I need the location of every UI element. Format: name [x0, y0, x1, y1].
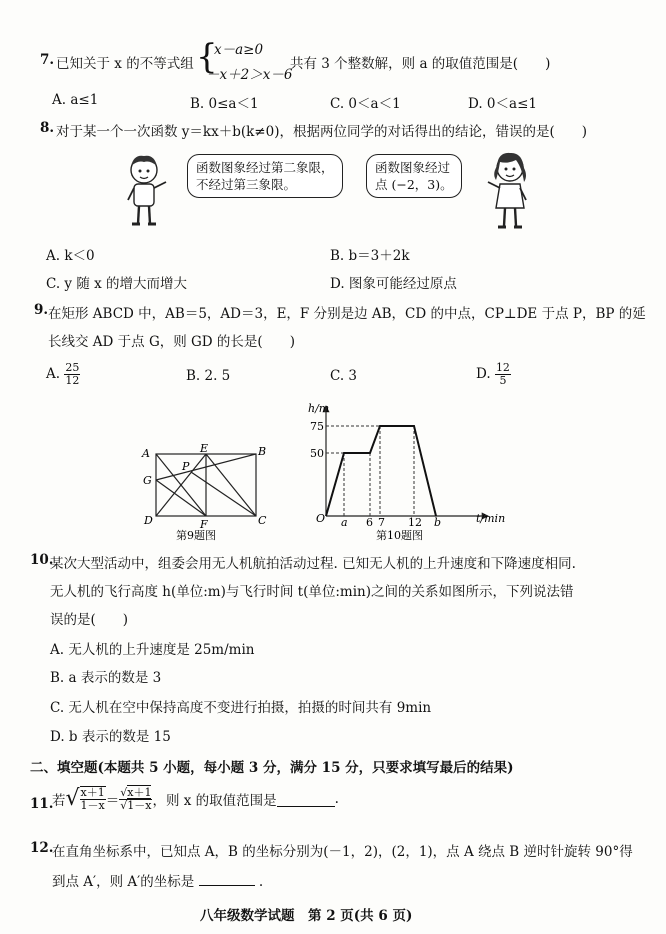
q11-lhs-numerator: x＋1 — [80, 786, 105, 799]
q11-rhs-numerator: √x＋1 — [120, 785, 152, 799]
bubble-right — [366, 154, 462, 198]
y-tick-50: 50 — [310, 447, 324, 460]
q9-option-c: C. 3 — [330, 368, 358, 384]
q11-rhs-fraction — [119, 787, 152, 812]
q9-option-a-denominator: 12 — [65, 374, 80, 387]
y-axis-label: h/m — [308, 402, 330, 415]
q9-number: 9. — [34, 302, 49, 318]
label-p: P — [182, 460, 190, 473]
q9-option-d-fraction — [495, 362, 511, 387]
boy-illustration — [120, 152, 180, 232]
q9-option-a-fraction — [64, 362, 80, 387]
q11-content — [52, 786, 339, 812]
q10-option-a: A. 无人机的上升速度是 25m/min — [50, 642, 255, 658]
q7-stem-a: 已知关于 x 的不等式组 — [56, 56, 194, 72]
q11-end: . — [334, 791, 339, 807]
q10-option-d: D. b 表示的数是 15 — [50, 729, 171, 745]
x-tick-a: a — [341, 516, 348, 529]
q9-option-a-label: A. — [46, 366, 61, 382]
q11-rhs-denominator: √1－x — [120, 798, 152, 812]
x-tick-b: b — [434, 516, 442, 529]
q9-option-d-numerator: 12 — [495, 361, 510, 374]
figure-9 — [138, 440, 268, 542]
q8-stem: 对于某一个一次函数 y＝kx＋b(k≠0)，根据两位同学的对话得出的结论，错误的是( ) — [56, 124, 588, 140]
x-tick-12: 12 — [408, 516, 422, 529]
q12-number: 12. — [30, 840, 54, 856]
figure-9-caption: 第9题图 — [176, 529, 216, 542]
q11-equals: ＝ — [105, 793, 120, 809]
q7-ineq1: x－a≥0 — [214, 42, 264, 58]
q8-option-c: C. y 随 x 的增大而增大 — [46, 276, 188, 292]
segment-ec — [206, 454, 256, 516]
x-tick-7: 7 — [378, 516, 385, 529]
q9-option-d-label: D. — [476, 366, 491, 382]
label-c: C — [258, 514, 267, 527]
q8-number: 8. — [40, 120, 55, 136]
q9-option-b: B. 2. 5 — [186, 368, 231, 384]
q12-line2 — [52, 870, 263, 890]
q9-option-d-denominator: 5 — [499, 374, 507, 387]
label-d: D — [144, 514, 153, 527]
q7-option-b: B. 0≤a＜1 — [190, 96, 259, 112]
q7-ineq2: －x＋2＞x－6 — [206, 67, 293, 83]
q12-line2-end: . — [258, 874, 264, 890]
x-tick-6: 6 — [366, 516, 373, 529]
q11-pre: 若 — [52, 793, 66, 809]
label-b: B — [258, 445, 267, 458]
q10-option-b: B. a 表示的数是 3 — [50, 670, 162, 686]
q7-number: 7. — [40, 52, 55, 68]
figure-10 — [302, 400, 512, 542]
section-2-heading: 二、填空题(本题共 5 小题，每小题 3 分，满分 15 分，只要求填写最后的结果) — [30, 760, 514, 776]
y-tick-75: 75 — [310, 420, 324, 433]
origin-label: O — [316, 512, 326, 525]
q10-line3: 误的是( ) — [50, 612, 129, 628]
q7-option-a: A. a≤1 — [52, 92, 99, 108]
q10-line2: 无人机的飞行高度 h(单位:m)与飞行时间 t(单位:min)之间的关系如图所示，下列说法错 — [50, 584, 574, 600]
q11-lhs-denominator: 1－x — [80, 799, 105, 812]
q9-option-a-numerator: 25 — [65, 361, 80, 374]
bubble-right-line1: 函数图象经过 — [375, 160, 451, 175]
q7-option-c: C. 0＜a＜1 — [330, 96, 401, 112]
q12-line2-pre: 到点 A′，则 A′的坐标是 — [52, 874, 195, 890]
radical-icon: √ — [65, 786, 80, 811]
q10-option-c: C. 无人机在空中保持高度不变进行拍摄，拍摄的时间共有 9min — [50, 700, 432, 716]
q9-option-d — [476, 362, 511, 387]
q12-answer-blank[interactable] — [199, 871, 255, 886]
q9-line1: 在矩形 ABCD 中，AB＝5，AD＝3，E，F 分别是边 AB，CD 的中点，CP⊥DE 于点 P，BP 的延 — [48, 306, 646, 322]
bubble-left-line2: 不经过第三象限。 — [196, 177, 297, 192]
label-a: A — [142, 447, 150, 460]
q11-post: ，则 x 的取值范围是 — [152, 793, 277, 809]
page-footer: 八年级数学试题 第 2 页(共 6 页) — [200, 908, 413, 924]
flight-height-line — [326, 426, 436, 516]
q7-option-d: D. 0＜a≤1 — [468, 96, 537, 112]
bubble-right-line2: 点 (−2，3)。 — [375, 177, 453, 192]
label-e: E — [200, 442, 209, 455]
q11-answer-blank[interactable] — [277, 792, 335, 807]
q11-number: 11. — [30, 796, 54, 812]
x-axis-label: t/min — [476, 512, 506, 525]
girl-illustration — [478, 148, 540, 234]
bubble-left — [187, 154, 343, 198]
q12-line1: 在直角坐标系中，已知点 A，B 的坐标分别为(－1，2)，(2，1)，点 A 绕点 B 逆时针旋转 90°得 — [52, 844, 633, 860]
q8-option-a: A. k＜0 — [46, 248, 95, 264]
bubble-left-line1: 函数图象经过第二象限， — [196, 160, 334, 175]
q10-line1: 某次大型活动中，组委会用无人机航拍活动过程. 已知无人机的上升速度和下降速度相同. — [50, 556, 576, 572]
figure-10-caption: 第10题图 — [376, 529, 423, 542]
q7-brace: { — [196, 37, 218, 77]
q11-lhs-sqrt — [66, 786, 106, 812]
q7-stem-b: 共有 3 个整数解，则 a 的取值范围是( ) — [290, 56, 551, 72]
label-g: G — [143, 474, 152, 487]
q10-number: 10. — [30, 552, 54, 568]
q8-option-d: D. 图象可能经过原点 — [330, 276, 457, 292]
q9-line2: 长线交 AD 于点 G，则 GD 的长是( ) — [48, 334, 295, 350]
q9-option-a — [46, 362, 80, 387]
q8-option-b: B. b＝3＋2k — [330, 248, 410, 264]
label-f: F — [200, 518, 208, 531]
